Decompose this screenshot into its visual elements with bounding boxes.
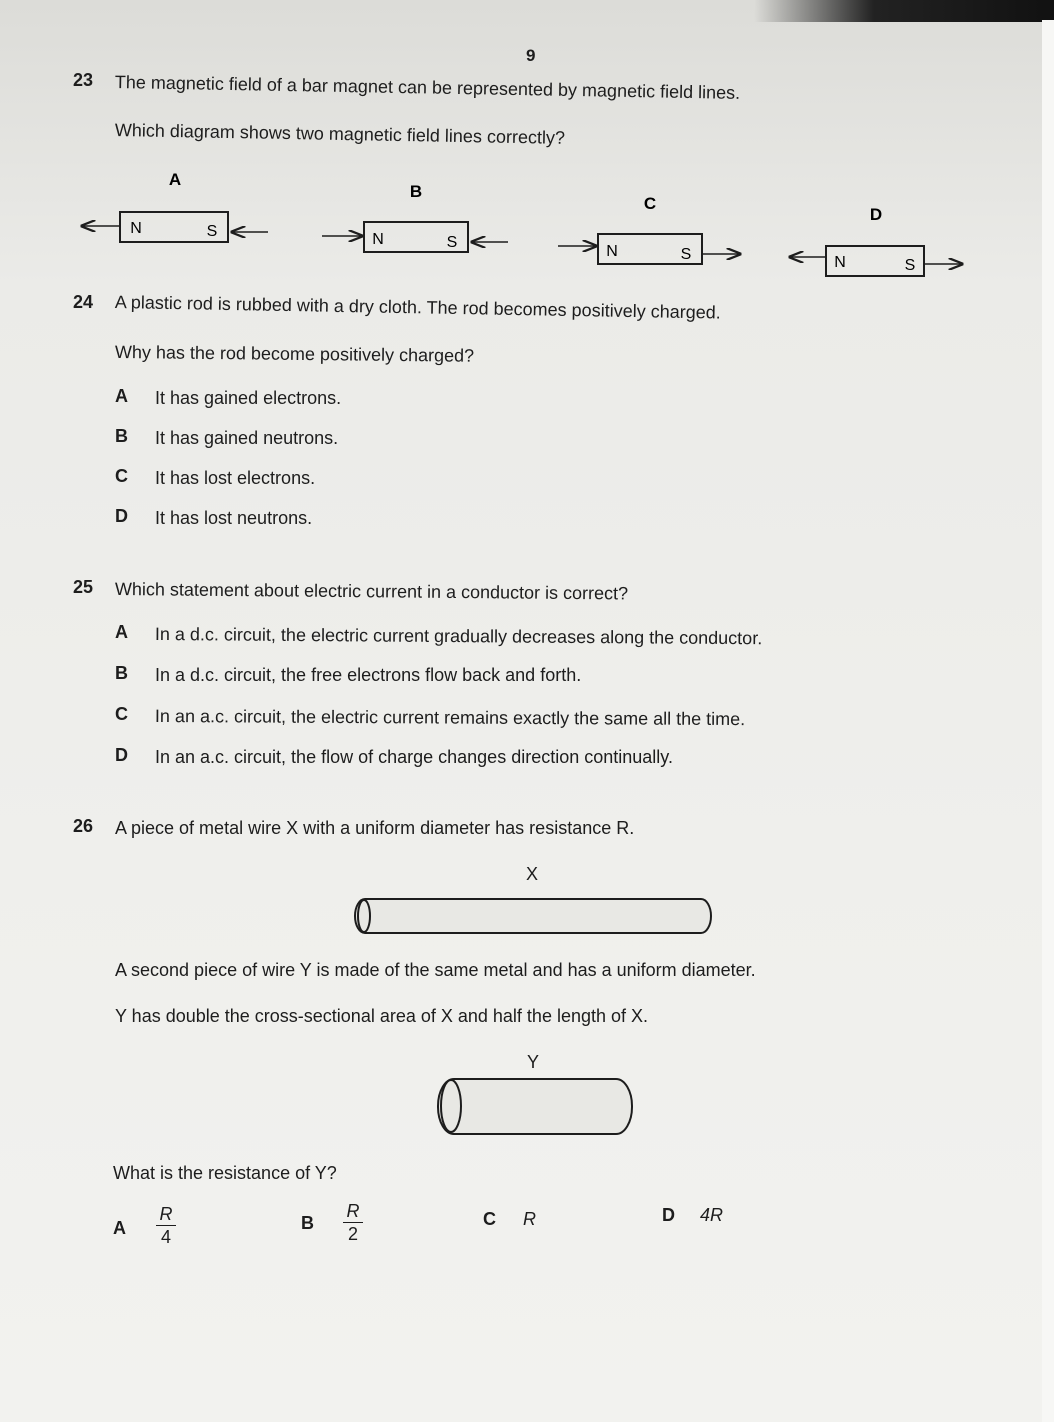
q25-option-d-letter[interactable]: D <box>115 745 128 765</box>
question-23-text: The magnetic field of a bar magnet can be represented by magnetic field lines. <box>114 72 741 103</box>
q26-option-a-fraction <box>156 1203 176 1248</box>
question-26-number: 26 <box>73 816 94 836</box>
diagram-d-south-pole: S <box>904 257 916 274</box>
q24-option-d-letter[interactable]: D <box>115 506 128 526</box>
q26-option-a-letter[interactable]: A <box>113 1218 126 1238</box>
question-26-prompt: What is the resistance of Y? <box>113 1163 337 1183</box>
q24-option-d-text: It has lost neutrons. <box>155 508 313 528</box>
question-24-prompt: Why has the rod become positively charged? <box>114 342 475 366</box>
q24-option-c-letter[interactable]: C <box>115 466 128 486</box>
question-26-text: A piece of metal wire X with a uniform diameter has resistance R. <box>115 818 635 838</box>
q25-option-c-letter[interactable]: C <box>115 704 128 724</box>
diagram-b-south-pole: S <box>446 234 458 251</box>
q26-option-a-denominator: 4 <box>160 1227 171 1247</box>
question-26-text-3: Y has double the cross-sectional area of X and half the length of X. <box>115 1006 649 1026</box>
diagram-a <box>82 170 268 242</box>
diagram-d <box>790 205 962 276</box>
diagram-d-north-pole: N <box>834 254 846 271</box>
q26-option-a-numerator: R <box>156 1203 176 1226</box>
wire-x-diagram <box>352 896 714 938</box>
question-26-text-2: A second piece of wire Y is made of the same metal and has a uniform diameter. <box>115 960 756 980</box>
question-23-number: 23 <box>73 70 94 90</box>
q26-option-b-fraction <box>343 1200 363 1245</box>
wire-x-label: X <box>526 864 539 884</box>
diagram-a-label: A <box>168 170 182 189</box>
q26-option-b-numerator: R <box>343 1200 363 1223</box>
q26-option-b-letter[interactable]: B <box>301 1213 314 1233</box>
screen-edge-shadow <box>754 0 1054 22</box>
question-24-number: 24 <box>73 292 94 312</box>
wire-y-diagram <box>435 1076 635 1138</box>
question-24-text: A plastic rod is rubbed with a dry cloth. The rod becomes positively charged. <box>114 292 721 323</box>
question-25-prompt: Which statement about electric current in a conductor is correct? <box>114 579 629 604</box>
diagram-c-south-pole: S <box>680 246 692 263</box>
q24-option-b-letter[interactable]: B <box>115 426 128 446</box>
q26-option-b-denominator: 2 <box>347 1224 358 1244</box>
q26-option-d-text: 4R <box>700 1205 724 1225</box>
diagram-b-north-pole: N <box>372 231 384 248</box>
q24-option-a-text: It has gained electrons. <box>155 388 342 408</box>
q26-option-c-letter[interactable]: C <box>483 1209 496 1229</box>
q25-option-a-letter[interactable]: A <box>115 622 128 642</box>
q25-option-b-text: In a d.c. circuit, the free electrons flow back and forth. <box>155 665 582 685</box>
q25-option-d-text: In an a.c. circuit, the flow of charge changes direction continually. <box>155 747 673 767</box>
q25-option-a-text: In a d.c. circuit, the electric current gradually decreases along the conductor. <box>154 624 763 649</box>
diagram-c-north-pole: N <box>606 243 618 260</box>
diagram-c <box>558 194 740 264</box>
q24-option-a-letter[interactable]: A <box>115 386 128 406</box>
question-25-number: 25 <box>73 577 94 597</box>
diagram-a-north-pole: N <box>130 220 142 237</box>
q26-option-d-letter[interactable]: D <box>662 1205 675 1225</box>
magnet-diagrams <box>0 160 1054 290</box>
q25-option-c-text: In an a.c. circuit, the electric current remains exactly the same all the time. <box>154 706 746 730</box>
diagram-c-label: C <box>643 194 657 213</box>
page-number: 9 <box>526 46 536 65</box>
diagram-b-label: B <box>409 182 423 201</box>
diagram-d-label: D <box>869 205 883 224</box>
q24-option-c-text: It has lost electrons. <box>155 468 316 488</box>
diagram-a-south-pole: S <box>206 223 218 240</box>
diagram-b <box>322 182 508 252</box>
question-23-prompt: Which diagram shows two magnetic field lines correctly? <box>114 120 566 148</box>
wire-y-label: Y <box>527 1052 540 1072</box>
q24-option-b-text: It has gained neutrons. <box>155 428 339 448</box>
q25-option-b-letter[interactable]: B <box>115 663 128 683</box>
q26-option-c-text: R <box>523 1209 536 1229</box>
